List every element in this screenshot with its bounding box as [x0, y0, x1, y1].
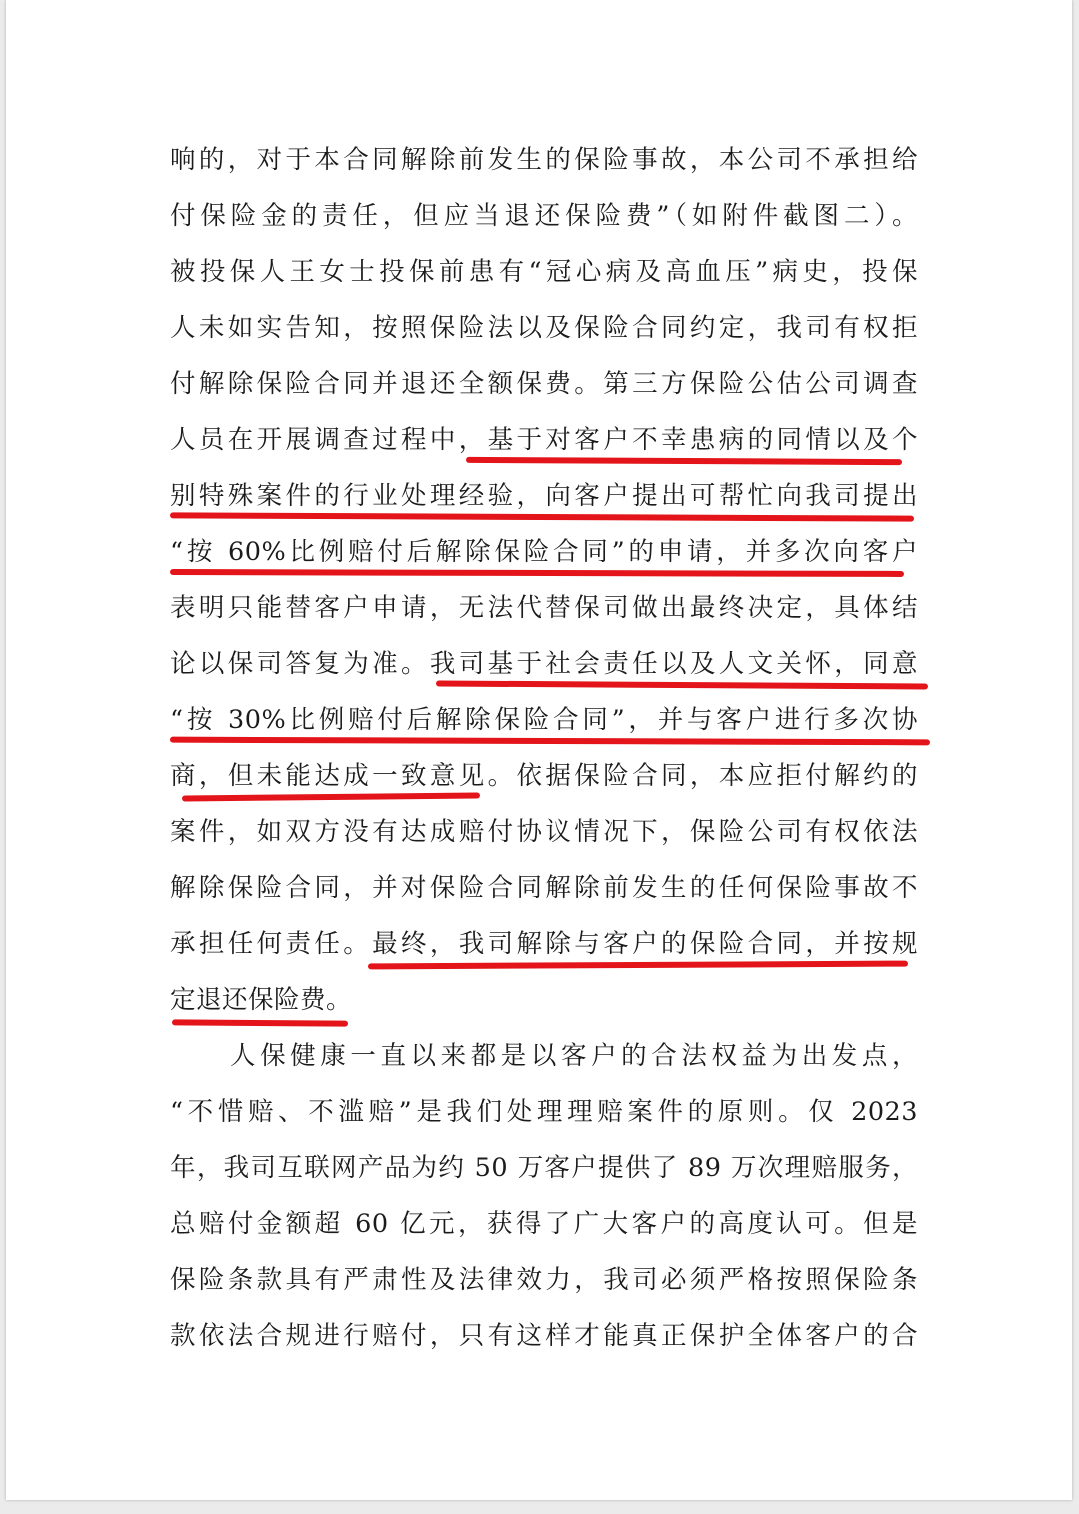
body-text	[6, 0, 1072, 1500]
text-line: 付解除保险合同并退还全额保费。第三方保险公估公司调查	[170, 369, 918, 399]
text-line: 表明只能替客户申请，无法代替保司做出最终决定，具体结	[170, 593, 918, 623]
text-line: 人保健康一直以来都是以客户的合法权益为出发点，	[230, 1041, 918, 1071]
text-line: 年，我司互联网产品为约 50 万客户提供了 89 万次理赔服务，	[170, 1153, 918, 1183]
text-line: 别特殊案件的行业处理经验，向客户提出可帮忙向我司提出	[170, 481, 918, 511]
text-line: 响的，对于本合同解除前发生的保险事故，本公司不承担给	[170, 145, 918, 175]
text-line: 商，但未能达成一致意见。依据保险合同，本应拒付解约的	[170, 761, 918, 791]
text-line: 解除保险合同，并对保险合同解除前发生的任何保险事故不	[170, 873, 918, 903]
text-line: 人员在开展调查过程中，基于对客户不幸患病的同情以及个	[170, 425, 918, 455]
text-line: 人未如实告知，按照保险法以及保险合同约定，我司有权拒	[170, 313, 918, 343]
text-line: 付保险金的责任，但应当退还保险费”（如附件截图二）。	[170, 201, 918, 231]
text-line: 款依法合规进行赔付，只有这样才能真正保护全体客户的合	[170, 1321, 918, 1351]
document-page	[6, 0, 1072, 1500]
text-line: 论以保司答复为准。我司基于社会责任以及人文关怀，同意	[170, 649, 918, 679]
text-line: 定退还保险费。	[170, 985, 353, 1015]
text-line: “不惜赔、不滥赔”是我们处理理赔案件的原则。仅 2023	[170, 1097, 918, 1127]
text-line: “按 60%比例赔付后解除保险合同”的申请，并多次向客户	[170, 537, 918, 567]
text-line: 被投保人王女士投保前患有“冠心病及高血压”病史，投保	[170, 257, 918, 287]
text-line: 承担任何责任。最终，我司解除与客户的保险合同，并按规	[170, 929, 918, 959]
text-line: 案件，如双方没有达成赔付协议情况下，保险公司有权依法	[170, 817, 918, 847]
text-line: 保险条款具有严肃性及法律效力，我司必须严格按照保险条	[170, 1265, 918, 1295]
text-line: 总赔付金额超 60 亿元，获得了广大客户的高度认可。但是	[170, 1209, 918, 1239]
text-line: “按 30%比例赔付后解除保险合同”，并与客户进行多次协	[170, 705, 918, 735]
